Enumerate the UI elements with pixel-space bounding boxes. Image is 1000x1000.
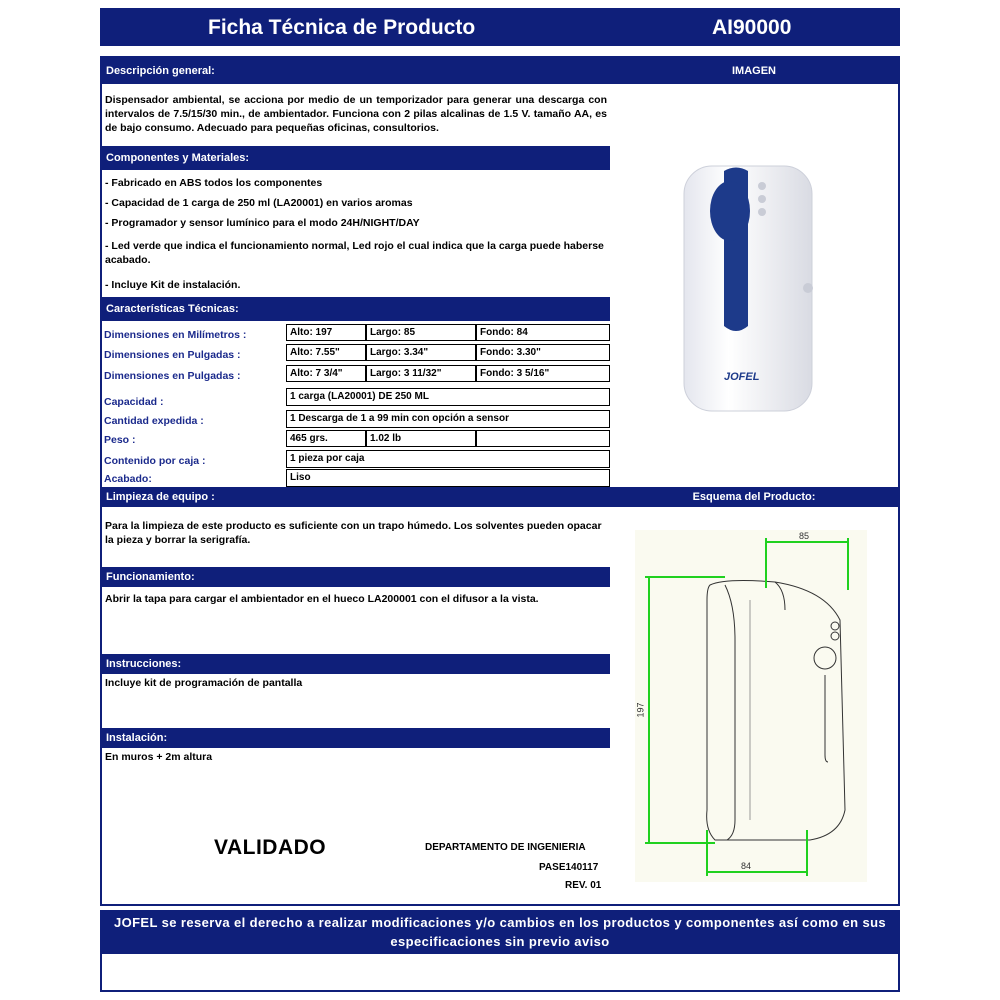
spec-label: Peso :	[104, 434, 136, 446]
schematic-drawing	[635, 530, 867, 882]
spec-cell: Largo: 85	[366, 324, 476, 341]
product-schematic	[635, 530, 867, 882]
spec-cell: Largo: 3 11/32"	[366, 365, 476, 382]
spec-label: Dimensiones en Pulgadas :	[104, 370, 241, 382]
esquema-header: Esquema del Producto:	[610, 487, 898, 507]
imagen-header: IMAGEN	[610, 58, 898, 84]
spec-cell: Largo: 3.34"	[366, 344, 476, 361]
componentes-item: - Programador y sensor lumínico para el modo 24H/NIGHT/DAY	[105, 217, 420, 229]
spec-label: Dimensiones en Pulgadas :	[104, 349, 241, 361]
spec-cell	[476, 430, 610, 447]
limpieza-text: Para la limpieza de este producto es suficiente con un trapo húmedo. Los solventes pueden opacar la pieza y borrar la serigrafía.	[105, 520, 602, 546]
page-title: Ficha Técnica de Producto	[208, 16, 476, 39]
spec-cell: 1 carga (LA20001) DE 250 ML	[286, 388, 610, 406]
spec-cell: Alto: 7 3/4"	[286, 365, 366, 382]
spec-label: Acabado:	[104, 473, 152, 485]
descripcion-header: Descripción general:	[102, 58, 610, 84]
spec-cell: 1 pieza por caja	[286, 450, 610, 468]
spec-label: Dimensiones en Milímetros :	[104, 329, 247, 341]
spec-cell: Fondo: 84	[476, 324, 610, 341]
spec-label: Capacidad :	[104, 396, 164, 408]
title-bar	[100, 8, 900, 46]
componentes-item: - Incluye Kit de instalación.	[105, 279, 241, 291]
footer-box	[100, 954, 900, 992]
document-code: PASE140117	[539, 862, 599, 873]
dimension-label-top: 85	[799, 531, 810, 541]
spec-cell: Fondo: 3 5/16"	[476, 365, 610, 382]
limpieza-header: Limpieza de equipo :	[102, 487, 610, 507]
spec-label: Cantidad expedida :	[104, 415, 204, 427]
spec-cell: 1 Descarga de 1 a 99 min con opción a sensor	[286, 410, 610, 428]
revision-label: REV. 01	[565, 880, 602, 891]
componentes-item: - Fabricado en ABS todos los componentes	[105, 177, 323, 189]
dimension-label-bottom: 84	[741, 861, 752, 871]
caracteristicas-header: Características Técnicas:	[102, 297, 610, 321]
footer-notice	[100, 910, 900, 954]
instalacion-text: En muros + 2m altura	[105, 751, 213, 763]
spec-cell: Liso	[286, 469, 610, 487]
descripcion-text: Dispensador ambiental, se acciona por medio de un temporizador para generar una descarga con intervalos de 7.5/15/30 min., de ambientador. Funciona con 2 pilas alcalinas de 1.5 V. tamaño AA, es de bajo consumo. Adecuado para pequeñas oficinas, consultorios.	[105, 94, 607, 134]
componentes-header: Componentes y Materiales:	[102, 146, 610, 170]
spec-cell: 1.02 lb	[366, 430, 476, 447]
spec-cell: 465 grs.	[286, 430, 366, 447]
department-label: DEPARTAMENTO DE INGENIERIA	[425, 842, 586, 853]
dispenser-photo	[612, 86, 898, 486]
instrucciones-header: Instrucciones:	[102, 654, 610, 674]
funcionamiento-header: Funcionamiento:	[102, 567, 610, 587]
componentes-item: - Capacidad de 1 carga de 250 ml (LA20001) en varios aromas	[105, 197, 413, 209]
product-brand-logo: JOFEL	[724, 371, 760, 383]
spec-label: Contenido por caja :	[104, 455, 206, 467]
spec-cell: Alto: 197	[286, 324, 366, 341]
validado-stamp: VALIDADO	[214, 836, 327, 859]
spec-cell: Alto: 7.55"	[286, 344, 366, 361]
instrucciones-text: Incluye kit de programación de pantalla	[105, 677, 303, 689]
product-image	[612, 86, 898, 486]
product-code: AI90000	[712, 16, 792, 39]
dimension-label-side: 197	[635, 702, 646, 718]
funcionamiento-text: Abrir la tapa para cargar el ambientador en el hueco LA200001 con el difusor a la vista.	[105, 593, 539, 605]
instalacion-header: Instalación:	[102, 728, 610, 748]
componentes-item: - Led verde que indica el funcionamiento normal, Led rojo el cual indica que la carga puede haberse acabado.	[105, 240, 604, 266]
footer-text: JOFEL se reserva el derecho a realizar modificaciones y/o cambios en los productos y componentes así como en sus especificaciones sin previo aviso	[113, 915, 887, 949]
spec-cell: Fondo: 3.30"	[476, 344, 610, 361]
